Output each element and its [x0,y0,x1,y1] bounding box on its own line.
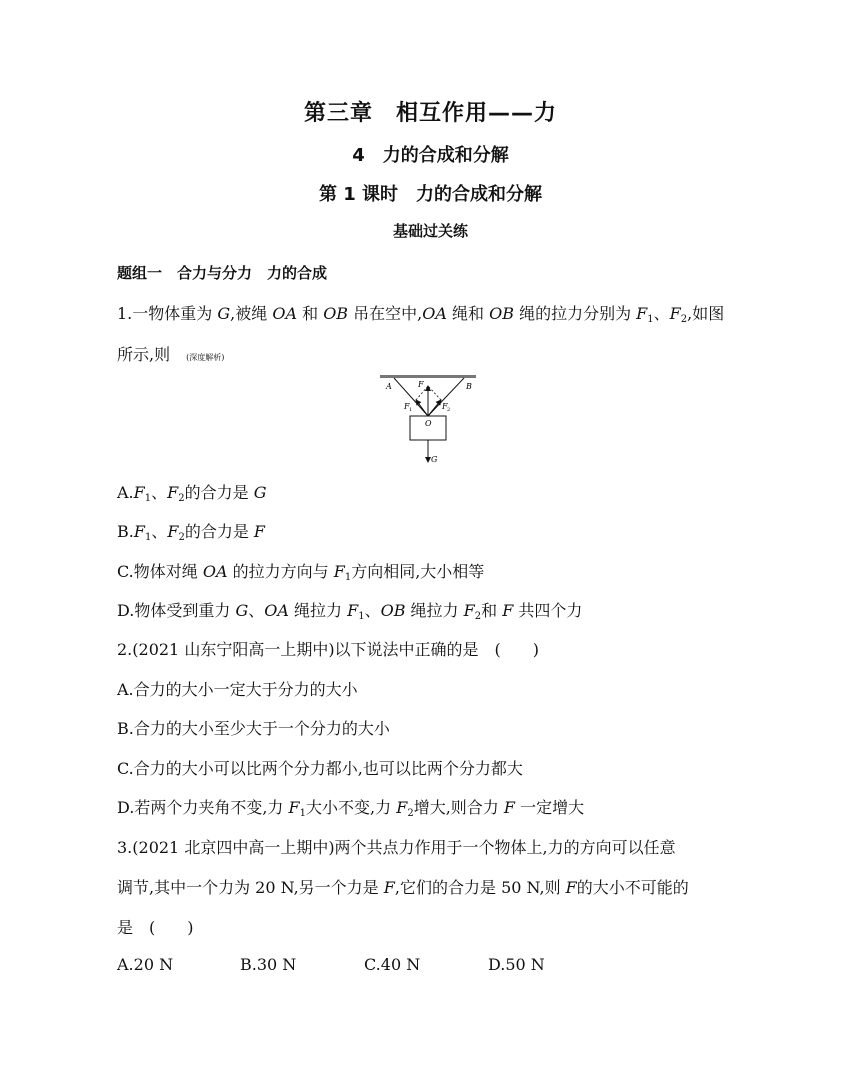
q3-stem-line3: 是 ( ) [117,918,194,937]
label-f2: F [442,402,448,411]
q1-stem-line1: 1.一物体重为 G,被绳 OA 和 OB 吊在空中,OA 绳和 OB 绳的拉力分别为 $F_1$、$F_2$,如图 [117,304,725,325]
label-f1: F [404,402,410,411]
label-g: G [431,455,438,464]
label-o: O [425,419,432,428]
level-title: 基础过关练 [392,222,468,240]
q2-option-c: C.合力的大小可以比两个分力都小,也可以比两个分力都大 [117,759,523,778]
group-title: 题组一 合力与分力 力的合成 [117,264,328,282]
ceiling [380,375,476,378]
q1-stem-line2: 所示,则 (深度解析) [117,345,225,364]
q2-option-d: D.若两个力夹角不变,力 $F_1$大小不变,力 $F_2$增大,则合力 F 一定增大 [117,798,585,819]
q3-stem-line1: 3.(2021 北京四中高一上期中)两个共点力作用于一个物体上,力的方向可以任意 [117,838,676,857]
arrow-f2 [428,400,441,416]
q3-stem-line2: 调节,其中一个力为 20 N,另一个力是 F,它们的合力是 50 N,则 F的大小不可能的 [117,878,689,897]
q1-option-c: C.物体对绳 OA 的拉力方向与 $F_1$方向相同,大小相等 [117,562,485,583]
arrow-f1 [416,400,428,416]
chapter-title: 第三章 相互作用——力 [303,101,557,126]
q1-option-b: $B.F_1$、$F_2$的合力是 F [117,522,266,543]
label-f: F [418,380,424,389]
label-f1-sub: 1 [409,407,413,413]
label-f2-sub: 2 [447,407,451,413]
label-b: B [466,382,472,391]
q3-option-a: A.20 N [117,955,174,974]
q1-option-a: $A.F_1$、$F_2$的合力是 G [117,483,267,504]
q1-tag: (深度解析) [186,353,225,362]
lesson-title: 第 1 课时 力的合成和分解 [318,184,543,205]
q3-option-c: C.40 N [364,955,421,974]
q1-option-d: D.物体受到重力 G、OA 绳拉力 $F_1$、OB 绳拉力 $F_2$和 F 共四个力 [117,601,583,622]
q2-option-a: A.合力的大小一定大于分力的大小 [117,680,358,699]
dash-2 [428,386,441,400]
q3-option-b: B.30 N [240,955,297,974]
label-a: A [386,382,392,391]
q1-figure [378,372,478,468]
section-title: 4 力的合成和分解 [352,145,509,166]
q2-option-b: B.合力的大小至少大于一个分力的大小 [117,719,390,738]
q2-stem: 2.(2021 山东宁阳高一上期中)以下说法中正确的是 ( ) [117,640,540,659]
q3-option-d: D.50 N [488,955,545,974]
